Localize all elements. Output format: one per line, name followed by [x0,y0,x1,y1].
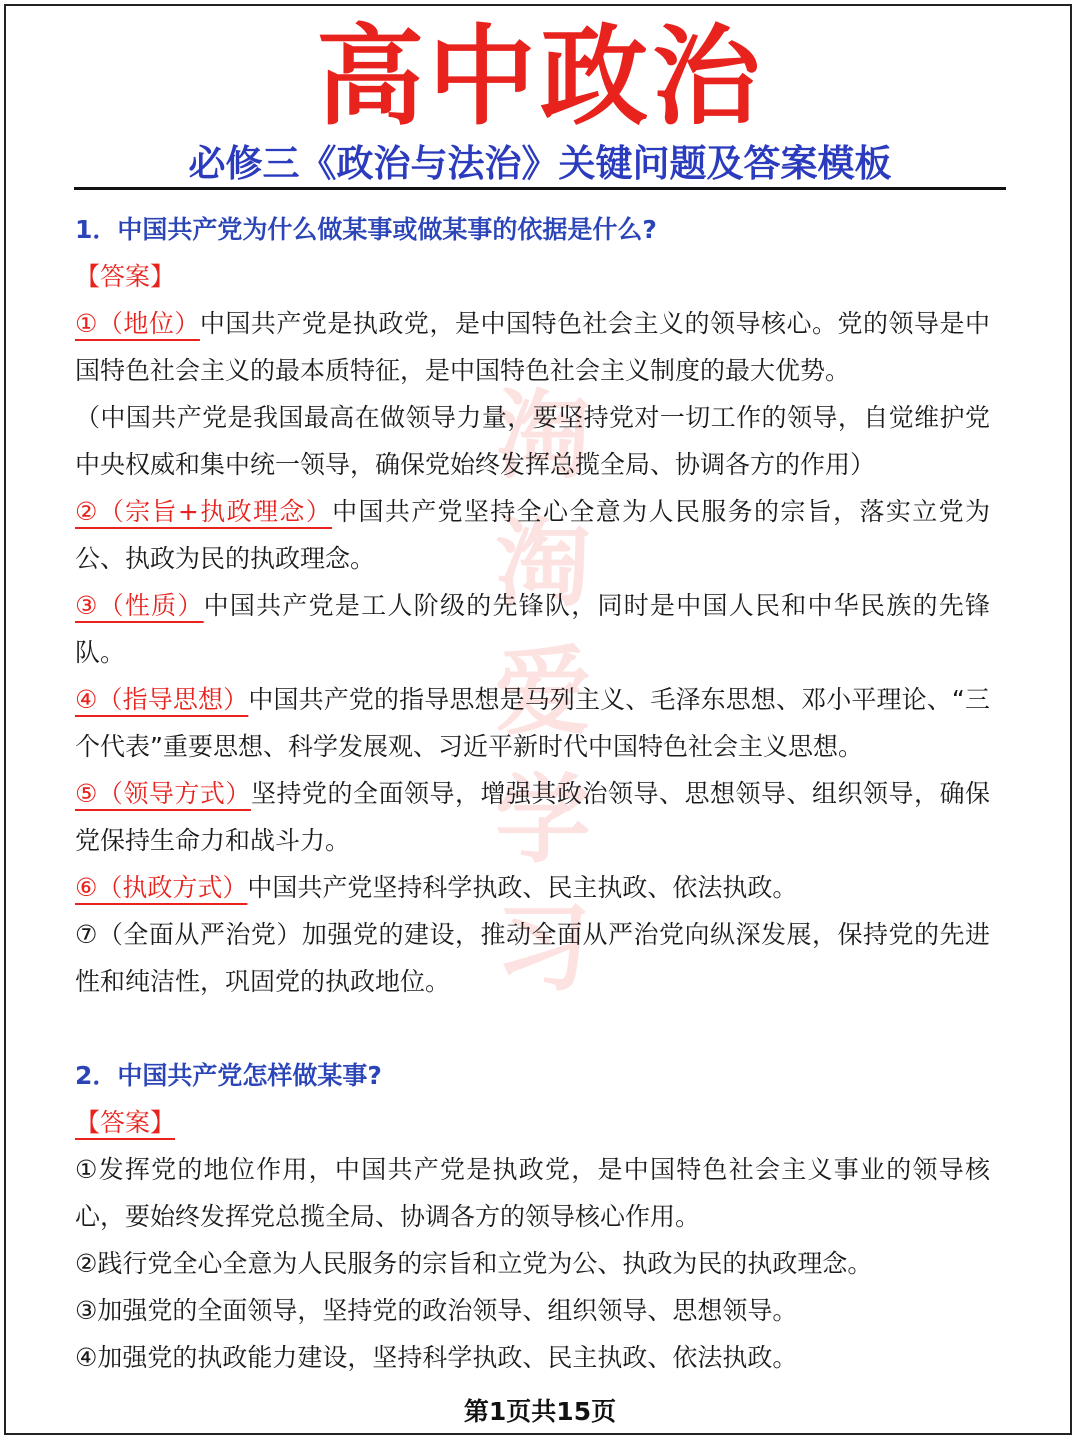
answer-item [75,300,990,394]
answer-item-text: 中国共产党是执政党，是中国特色社会主义的领导核心。党的领导是中国特色社会主义的最本质特征，是中国特色社会主义制度的最大优势。 [75,309,990,385]
page-title: 高中政治 [315,15,764,140]
answer-item-text: 中国共产党坚持科学执政、民主执政、依法执政。 [247,873,798,902]
answer-item: ①发挥党的地位作用，中国共产党是执政党，是中国特色社会主义事业的领导核心，要始终发挥党总揽全局、协调各方的领导核心作用。 [75,1155,990,1231]
title-divider [74,187,1006,190]
watermark-char: 学 [495,764,591,876]
answer-label-1: 【答案】 [75,262,176,291]
watermark-char: 习 [495,892,591,1004]
page-number: 第1页共15页 [463,1397,617,1426]
answer-item: ③加强党的全面领导，坚持党的政治领导、组织领导、思想领导。 [75,1296,798,1325]
question-1: 1．中国共产党为什么做某事或做某事的依据是什么? [75,215,657,244]
answer-item-text: 中国共产党的指导思想是马列主义、毛泽东思想、邓小平理论、“三个代表”重要思想、科学发展观、习近平新时代中国特色社会主义思想。 [75,685,990,761]
document-body [75,206,990,1381]
answer-item-tag: ③（性质） [75,591,204,620]
watermark-char: 淘 [495,380,591,492]
answer-item [75,394,990,488]
page-subtitle: 必修三《政治与法治》关键问题及答案模板 [188,142,892,185]
answer-item-tag: ②（宗旨+执政理念） [75,497,333,526]
answer-item [75,676,990,770]
answer-item [75,864,990,911]
answer-item-text: 中国共产党是工人阶级的先锋队，同时是中国人民和中华民族的先锋队。 [75,591,990,667]
answer-label-2: 【答案】 [75,1108,176,1137]
answer-item [75,911,990,1005]
watermark-char: 淘 [495,508,591,620]
answer-item [75,770,990,864]
answer-item-tag: ⑤（领导方式） [75,779,251,808]
answer-item [75,582,990,676]
answer-item-text: （中国共产党是我国最高在做领导力量，要坚持党对一切工作的领导，自觉维护党中央权威和集中统一领导，确保党始终发挥总揽全局、协调各方的作用） [75,403,990,479]
answer-item-tag: ①（地位） [75,309,200,338]
answer-item-tag: ⑥（执政方式） [75,873,248,902]
answer-item: ②践行党全心全意为人民服务的宗旨和立党为公、执政为民的执政理念。 [75,1249,873,1278]
watermark-char: 爱 [495,636,591,748]
question-2: 2．中国共产党怎样做某事? [75,1061,382,1090]
answer-item: ④加强党的执政能力建设，坚持科学执政、民主执政、依法执政。 [75,1343,798,1372]
answer-item-tag: ④（指导思想） [75,685,249,714]
section-gap [75,1005,990,1052]
answer-item-text: 坚持党的全面领导，增强其政治领导、思想领导、组织领导，确保党保持生命力和战斗力。 [75,779,990,855]
answer-item-text: 中国共产党坚持全心全意为人民服务的宗旨，落实立党为公、执政为民的执政理念。 [75,497,990,573]
answer-item [75,488,990,582]
answer-item-text: ⑦（全面从严治党）加强党的建设，推动全面从严治党向纵深发展，保持党的先进性和纯洁性，巩固党的执政地位。 [75,920,990,996]
